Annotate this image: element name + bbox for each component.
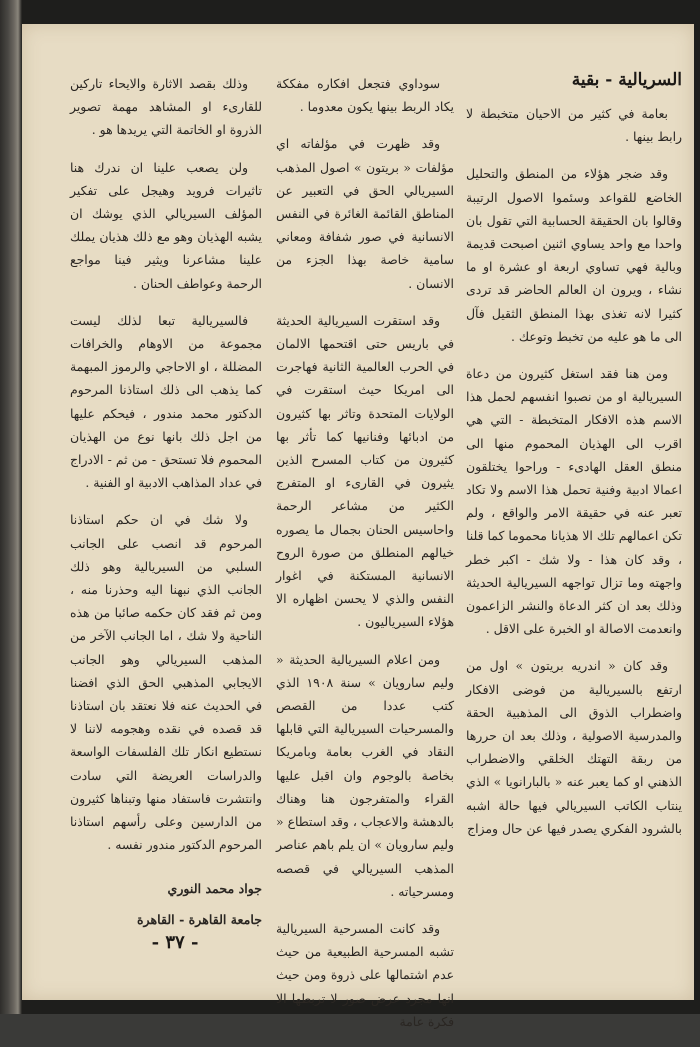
paragraph: ولن يصعب علينا ان ندرك هنا تاثيرات فرويد وهيجل على تفكير المؤلف السيريالي الذي يوشك ان يشبه الهذيان وهو مع ذلك هذيان يملك علينا مشاعرنا ويثير فينا مواجع الرحمة وعواطف الحنان . [70, 159, 262, 291]
paragraph: فالسيريالية تبعا لذلك ليست مجموعة من الاوهام والخرافات المضللة ، او الاحاجي والرموز المبهمة كما يذهب الى ذلك استاذنا المرحوم الدكتور محمد مندور ، فيحكم عليها من اجل ذلك بانها نوع من الهذيان المحموم فلا تستحق - من ثم - الادراج في عداد المذاهب الادبية او الفنية . [70, 312, 262, 491]
paragraph: وقد ضجر هؤلاء من المنطق والتحليل الخاضع للقواعد وسئموا الاصول الرتيبة وقالوا بان الحقيقة الحسابية التي تقول بان واحدا مع واحد يساوي اثنين اصبحت قديمة وبالية فهي تساوي اربعة او عشرة او ما نشاء ، ويرون ان العالم الحاضر قد تردى كثيرا لانه تغذى بهذا المنطق الثقيل فآل الى ما هو عليه من تخبط وتوعك . [466, 166, 682, 344]
author-name: جواد محمد النوري [167, 880, 262, 896]
author-affiliation: جامعة القاهرة - القاهرة [136, 911, 262, 927]
paragraph: وقد استقرت السيريالية الحديثة في باريس حتى اقتحمها الالمان في الحرب العالمية الثانية فهاجرت الى امريكا حيث استقرت في الولايات المتحدة وتاثر بها كثيرون من ادبائها وفنانيها كما تأثر بها كثيرون من كتاب المسرح الذين يثيرون في القارىء او المتفرج الكثير من مشاعر الرحمة واحاسيس الحنان بجمال ما يصوره خيالهم المنطلق من صورة الروح الانسانية المستكنة في اغوار النفس والذي لا يحسن اظهاره الا هؤلاء السيرياليون . [276, 312, 454, 630]
magazine-page [22, 24, 694, 1029]
article-title: السريالية - بقية [571, 70, 682, 90]
paragraph: سوداوي فتجعل افكاره مفككة يكاد الربط بينها يكون معدوما . [276, 76, 454, 115]
paragraph: ولا شك في ان حكم استاذنا المرحوم قد انصب على الجانب السلبي من السيريالية وهو ذلك الجانب الذي نبهنا اليه وحذرنا منه ، ومن ثم فقد كان حكمه صائبا من هذه الناحية ولا شك ، اما الجانب الآخر من المذهب السيريالي وهو الجانب الايجابي المذهبي الحق الذي افضنا في الحديث عنه فلا نعتقد بان استاذنا قد قصده في نقده وهجومه لاننا لا نستطيع انكار تلك الفلسفات الواسعة والدراسات العريضة التي سادت وانتشرت فاستفاد منها وتبناها كثيرون من الدارسين وعلى رأسهم استاذنا المرحوم الدكتور مندور نفسه . [70, 512, 262, 853]
author-signature [70, 877, 262, 931]
text-column-right [466, 102, 682, 854]
page-number: - ٣٧ - [151, 932, 199, 953]
paragraph: وقد ظهرت في مؤلفاته اي مؤلفات « بريتون » اصول المذهب السيريالي الحق في التعبير عن المناطق القائمة الغائرة في النفس الانسانية في صور شفافة ومعاني سامية خاصة بهذا الجزء من الانسان . [276, 136, 454, 291]
paragraph: وقد كان « اندريه بريتون » اول من ارتفع بالسيريالية من فوضى الافكار واضطراب الذوق الى المذهبية الحقة والمدرسية الاصولية ، وذلك بعد ان حررها من ربقة التهتك الخلقي والاضطراب الذهني او كما يعبر عنه « بالبارانويا » الذي ينتاب الكاتب السيريالي فيها حالة اشبه بالشرود الفكري يصدر فيها عن حال ومزاج [466, 658, 682, 836]
paragraph: ومن هنا فقد استغل كثيرون من دعاة السيريالية او من نصبوا انفسهم لحمل هذا الاسم هذه الافكار المتخبطة - التي هي اقرب الى الهذيان المحموم منها الى منطق العقل الهادىء - وراحوا يختلقون اعمالا ادبية وفنية تحمل هذا الاسم ولا تكاد تعبر عنه في حقيقة الامر والواقع ، ولم تكن اعمالهم تلك الا هذيانا محموما كما قلنا ، وقد كان هذا - ولا شك - اكبر خطر واجهته وما تزال تواجهه السيريالية الحديثة وذلك بعد ان كثر الدعاة والنشر الزاعمون وانعدمت الاصالة او الخبرة على الاقل . [466, 366, 682, 637]
paragraph: بعامة في كثير من الاحيان متخبطة لا رابط بينها . [466, 106, 682, 145]
paragraph: وقد كانت المسرحية السيريالية تشبه المسرحية الطبيعية من حيث عدم اشتمالها على ذروة ومن حيث انها مجرد عرض صور لا تربطها الا فكرة عامة [276, 920, 454, 1029]
paragraph: ومن اعلام السيريالية الحديثة « وليم سارويان » سنة ١٩٠٨ الذي كتب عددا من القصص والمسرحيات السيريالية التي قابلها النقاد في الغرب بعامة وبامريكا بخاصة بالوجوم وان اقبل عليها القراء والمتفرجون هنا وهناك بالدهشة والاعجاب ، وقد استطاع « وليم سارويان » ان يلم باهم عناصر المذهب السيريالي في قصصه ومسرحياته . [275, 651, 455, 899]
text-column-middle [276, 72, 454, 1047]
text-column-left [70, 72, 262, 939]
paragraph: وذلك بقصد الاثارة والايحاء تاركين للقارىء او المشاهد مهمة تصوير الذروة او الخاتمة التي يريدها هو . [70, 76, 262, 138]
